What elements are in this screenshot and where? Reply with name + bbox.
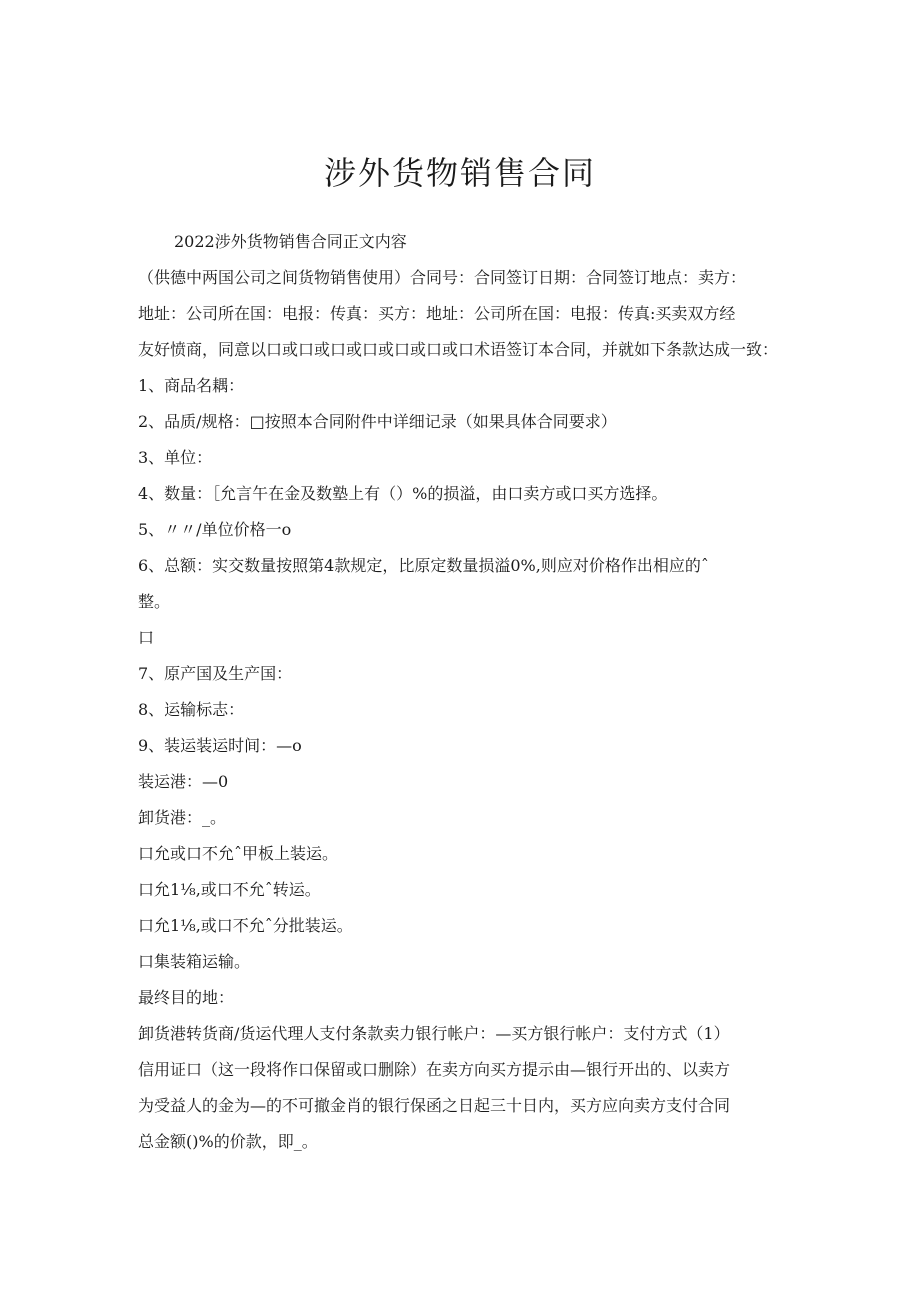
clause-1-product-name: 1、商品名耦： <box>138 376 245 395</box>
payment-terms: 卸货港转货商/货运代理人支付条款卖力银行帐户：—买方银行帐户：支付方式（1） <box>138 1024 730 1043</box>
payment-guarantee: 为受益人的金为—的不可撤金肖的银行保函之日起三十日内，买方应向卖方支付合同 <box>138 1096 731 1115</box>
payment-letter-of-credit: 信用证口（这一段将作口保留或口删除）在卖方向买方提示由—银行开出的、以卖方 <box>138 1060 731 1079</box>
clause-4-quantity: 4、数量：［允言午在金及数塾上有（）%的损溢，由口卖方或口买方选择。 <box>138 484 668 503</box>
clause-6-continuation: 整。 <box>138 592 171 611</box>
option-deck-shipment: 口允或口不允ˆ甲板上装运。 <box>138 844 339 863</box>
document-body <box>138 224 798 1160</box>
option-partial-shipment: 口允1⅛,或口不允ˆ分批装运。 <box>138 916 353 935</box>
clause-5-unit-price: 5、〃〃/单位价格一o <box>138 520 292 539</box>
port-of-discharge: 卸货港：_。 <box>138 808 227 827</box>
clause-7-origin: 7、原产国及生产国： <box>138 664 293 683</box>
payment-amount: 总金额()%的价款，即_。 <box>138 1132 318 1151</box>
text-line-address: 地址：公司所在国：电报：传真：买方：地址：公司所在国：电报：传真:买卖双方经 <box>138 304 736 323</box>
clause-2-quality: 2、品质/规格：□按照本合同附件中详细记录（如果具体合同要求） <box>138 412 617 431</box>
checkbox-mark: 口 <box>138 628 155 647</box>
text-line-intro: 2022涉外货物销售合同正文内容 <box>174 232 407 251</box>
final-destination: 最终目的地： <box>138 988 235 1007</box>
port-of-loading: 装运港：—0 <box>138 772 229 791</box>
option-container: 口集装箱运输。 <box>138 952 251 971</box>
option-transshipment: 口允1⅛,或口不允ˆ转运。 <box>138 880 321 899</box>
clause-3-unit: 3、单位： <box>138 448 213 467</box>
text-line-parties: （供德中两国公司之间货物销售使用）合同号：合同签订日期：合同签订地点：卖方： <box>138 268 747 287</box>
clause-8-marks: 8、运输标志： <box>138 700 245 719</box>
text-line-agreement: 友好愤商，同意以口或口或口或口或口或口或口术语签订本合同，并就如下条款达成一致： <box>138 340 779 359</box>
clause-9-shipment-time: 9、装运装运时间：—o <box>138 736 302 755</box>
document-title: 涉外货物销售合同 <box>323 154 596 192</box>
clause-6-total: 6、总额：实交数量按照第4款规定，比原定数量损溢0%,则应对价格作出相应的ˆ <box>138 556 709 575</box>
